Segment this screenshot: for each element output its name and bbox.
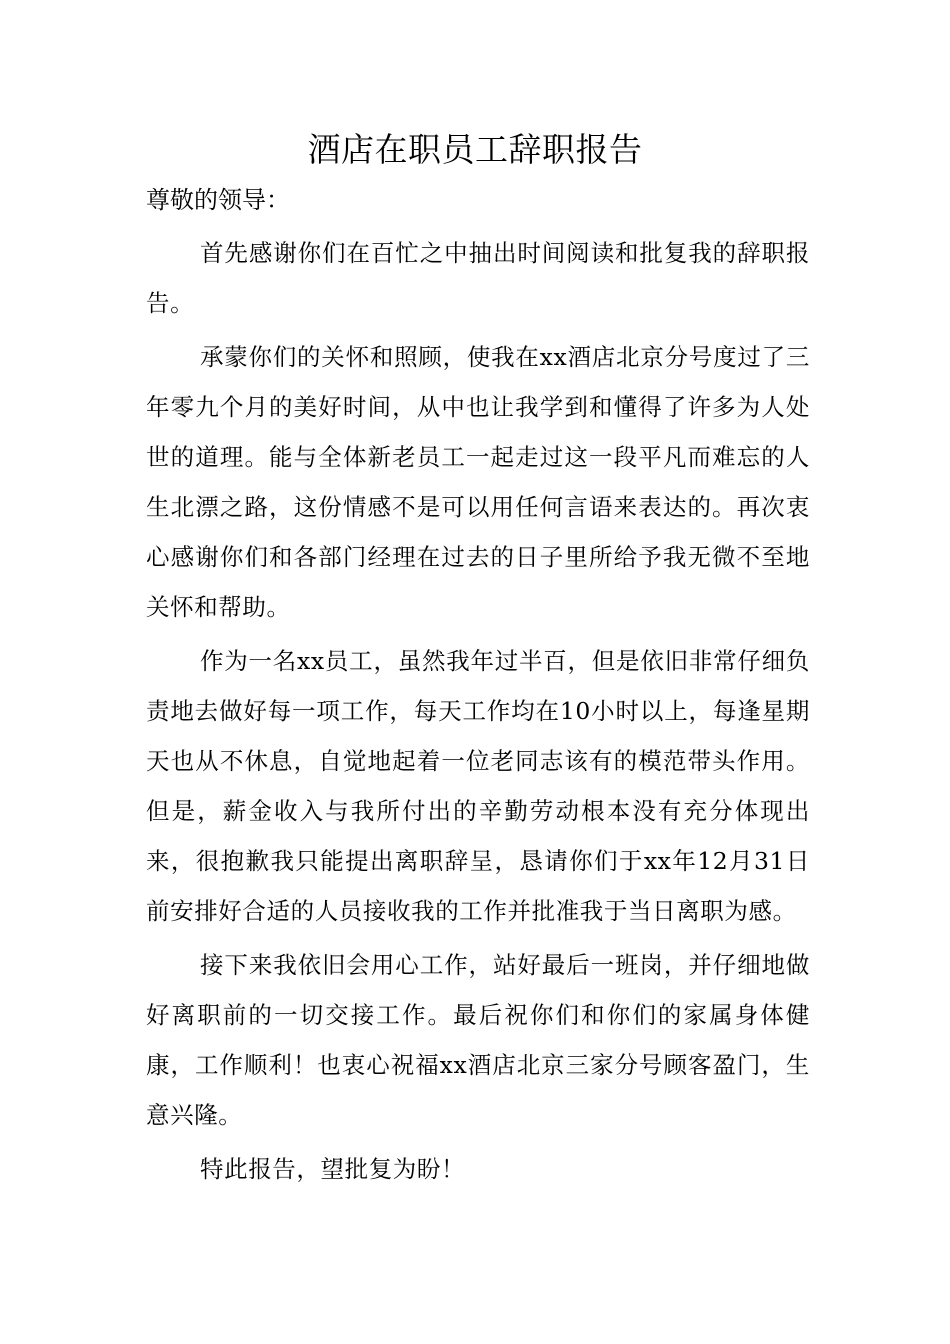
- document-title: 酒店在职员工辞职报告: [307, 130, 643, 169]
- paragraph-1: 首先感谢你们在百忙之中抽出时间阅读和批复我的辞职报告。: [146, 239, 810, 317]
- closing-line: 特此报告，望批复为盼！: [200, 1155, 466, 1183]
- paragraph-2: 承蒙你们的关怀和照顾，使我在xx酒店北京分号度过了三年零九个月的美好时间，从中也让我学到和懂得了许多为人处世的道理。能与全体新老员工一起走过这一段平凡而难忘的人生北漂之路，这份情感不是可以用任何言语来表达的。再次衷心感谢你们和各部门经理在过去的日子里所给予我无微不至地关怀和帮助。: [146, 343, 810, 621]
- salutation: 尊敬的领导：: [146, 186, 290, 214]
- paragraph-4: 接下来我依旧会用心工作，站好最后一班岗，并仔细地做好离职前的一切交接工作。最后祝你们和你们的家属身体健康，工作顺利！也衷心祝福xx酒店北京三家分号顾客盈门，生意兴隆。: [146, 951, 810, 1129]
- paragraph-3: 作为一名xx员工，虽然我年过半百，但是依旧非常仔细负责地去做好每一项工作，每天工作均在10小时以上，每逢星期天也从不休息，自觉地起着一位老同志该有的模范带头作用。但是，薪金收入与我所付出的辛勤劳动根本没有充分体现出来，很抱歉我只能提出离职辞呈，恳请你们于xx年12月31日前安排好合适的人员接收我的工作并批准我于当日离职为感。: [146, 647, 810, 925]
- document-body: [146, 228, 810, 1198]
